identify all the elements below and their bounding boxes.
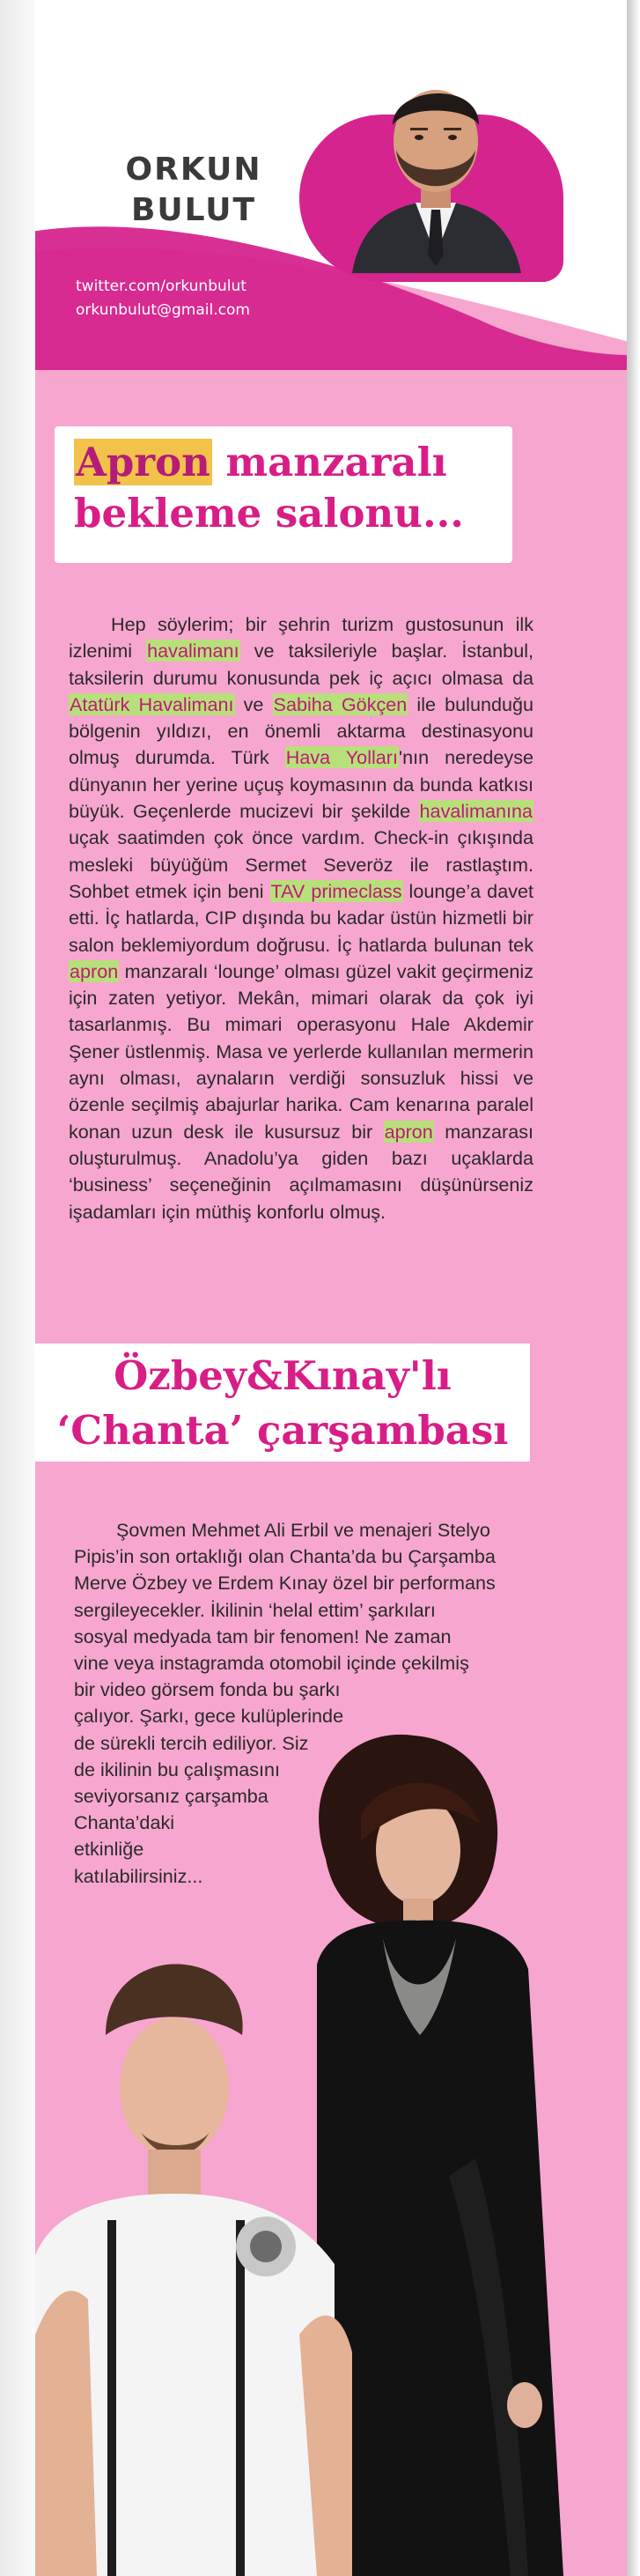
article2-line: Chanta’daki <box>74 1811 175 1834</box>
article2-line: de ikilinin bu çalışmasını <box>74 1758 281 1780</box>
highlighted-term: apron <box>384 1120 433 1143</box>
article2-line: etkinliğe <box>74 1838 144 1861</box>
page-gutter <box>0 0 35 2576</box>
article2-line: de sürekli tercih ediliyor. Siz <box>74 1731 309 1754</box>
woman-figure <box>317 1735 563 2576</box>
article2-line: bir video görsem fonda bu şarkı <box>74 1678 341 1701</box>
article2-title-line2: ‘Chanta’ çarşambası <box>56 1407 509 1454</box>
author-name <box>88 150 299 231</box>
text-run: lounge’a davet etti. İç hatlarda, CIP dışında bu kadar üstün hizmetli bir salon beklemiyordum doğrusu. İç hatlarda bulunan tek <box>69 879 534 956</box>
article2-line: Şovmen Mehmet Ali Erbil ve menajeri Stelyo <box>116 1519 490 1541</box>
title-highlight: Apron <box>76 439 210 485</box>
article2-line: seviyorsanız çarşamba <box>74 1785 269 1808</box>
article2-line: vine veya instagramda otomobil içinde çekilmiş <box>74 1652 469 1675</box>
article2-line: Pipis’in son ortaklığı olan Chanta’da bu Çarşamba <box>74 1545 496 1568</box>
column-page <box>35 0 627 2576</box>
article1-title <box>55 426 512 539</box>
article2-line: sosyal medyada tam bir fenomen! Ne zaman <box>74 1625 452 1647</box>
article2-line: Merve Özbey ve Erdem Kınay özel bir performans <box>74 1572 496 1595</box>
author-last-name: BULUT <box>130 192 257 228</box>
text-run: manzarası oluşturulmuş. Anadolu’ya giden bazı uçaklarda ‘business’ seçeneğinin açılmamasını düşünürseniz işadamları için müthiş konforlu olmuş. <box>69 1120 534 1223</box>
column-header <box>35 0 627 370</box>
title-rest: manzaralı <box>211 439 447 485</box>
text-run: ve taksileriyle başlar. İstanbul, taksilerin durumu konusunda pek iç açıcı olmasa da <box>69 640 533 689</box>
article2-title <box>35 1344 530 1458</box>
article2-headline-box <box>35 1344 530 1462</box>
page-edge <box>627 0 640 2576</box>
article2-title-line1: Özbey&Kınay'lı <box>114 1352 452 1399</box>
highlighted-term: Hava Yolları <box>285 746 398 769</box>
author-first-name: ORKUN <box>125 152 262 188</box>
text-run: ve <box>234 692 273 715</box>
highlighted-term: Atatürk Havalimanı <box>70 692 234 715</box>
text-run: Hep söylerim; bir şehrin turizm gustosunun ilk izlenimi <box>69 613 533 663</box>
article2-line: katılabilirsiniz... <box>74 1864 203 1887</box>
article1-paragraph <box>69 611 533 1225</box>
man-figure <box>35 1964 352 2576</box>
text-run: ile bulunduğu bölgenin yıldızı, en önemli aktarma destinasyonu olmuş durumda. Türk <box>69 692 533 769</box>
performers-photo <box>35 1718 627 2576</box>
title-line2: bekleme salonu... <box>74 490 464 537</box>
highlighted-term: havalimanı <box>147 640 239 663</box>
article2-line: çalıyor. Şarkı, gece kulüplerinde <box>74 1705 344 1728</box>
article1-headline-box <box>55 426 512 563</box>
highlighted-term: havalimanına <box>419 800 533 823</box>
text-run: 'nın neredeyse dünyanın her yerine uçuş koymasının da bunda katkısı büyük. Geçenlerde mucizevi bir şekilde <box>69 746 534 823</box>
highlighted-term: TAV primeclass <box>270 879 402 902</box>
article1-body <box>69 611 533 1225</box>
email-address[interactable]: orkunbulut@gmail.com <box>76 301 250 319</box>
highlighted-term: Sabiha Gökçen <box>273 692 408 715</box>
author-contact <box>76 275 250 322</box>
text-run: uçak saatimden çok önce vardım. Check-in çıkışında mesleki büyüğüm Sermet Severöz ile rastlaştım. Sohbet etmek için beni <box>69 826 533 902</box>
author-portrait <box>335 44 537 273</box>
highlighted-term: apron <box>70 959 119 982</box>
twitter-handle[interactable]: twitter.com/orkunbulut <box>76 278 246 295</box>
article2-line: sergileyecekler. İkilinin ‘helal ettim’ şarkıları <box>74 1598 436 1621</box>
text-run: manzaralı ‘lounge’ olması güzel vakit geçirmeniz için zaten yetiyor. Mekân, mimari olarak da çok iyi tasarlanmış. Bu mimari operasyonu Hale Akdemir Şener üstlenmiş. Masa ve yerlerde kullanılan mermerin aynı olması, aynaların verdiği sonsuzluk hissi ve özenle seçilmiş abajurlar harika. Cam kenarına paralel konan uzun desk ile kusursuz bir <box>69 959 533 1143</box>
